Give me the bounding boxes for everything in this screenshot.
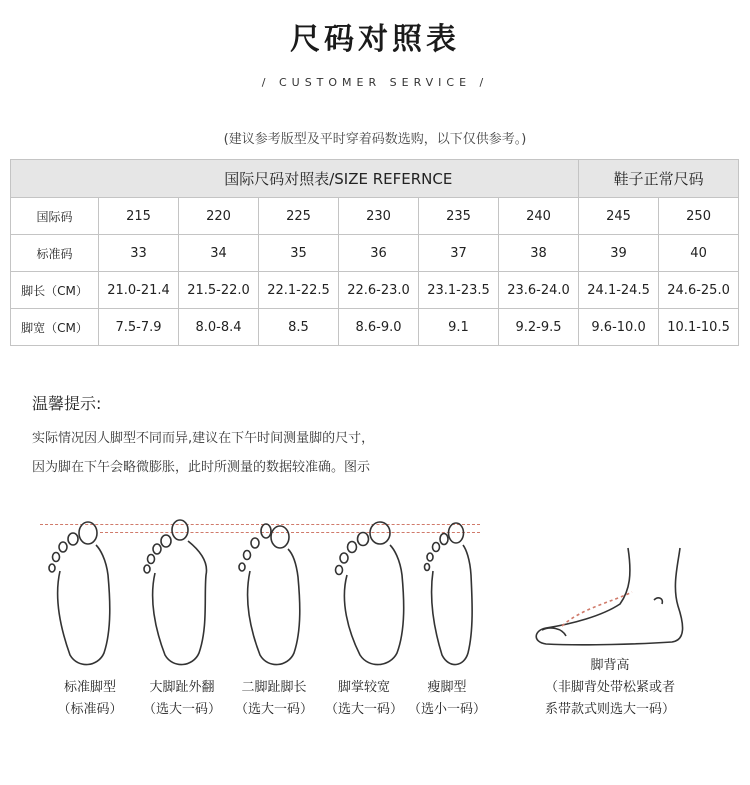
foot-caption — [316, 677, 412, 721]
wide-foot-icon — [334, 517, 416, 667]
table-cell: 22.6-23.0 — [339, 272, 419, 309]
table-cell: 23.1-23.5 — [419, 272, 499, 309]
foot-caption — [134, 677, 230, 721]
table-row — [11, 235, 739, 272]
table-row — [11, 198, 739, 235]
reference-note: (建议参考版型及平时穿着码数选购，以下仅供参考。) — [223, 132, 527, 147]
table-cell: 230 — [339, 198, 419, 235]
foot-advice-label: （选小一码） — [407, 702, 486, 717]
table-cell: 37 — [419, 235, 499, 272]
table-cell: 40 — [659, 235, 739, 272]
table-cell: 35 — [259, 235, 339, 272]
instep-foot-icon — [532, 544, 688, 648]
table-cell: 220 — [179, 198, 259, 235]
table-cell: 9.6-10.0 — [579, 309, 659, 346]
table-cell: 225 — [259, 198, 339, 235]
table-header-row — [11, 160, 739, 198]
row-label: 脚宽（CM） — [11, 309, 99, 346]
table-cell: 235 — [419, 198, 499, 235]
page-subtitle: / CUSTOMER SERVICE / — [261, 76, 489, 89]
table-cell: 22.1-22.5 — [259, 272, 339, 309]
foot-advice-label: （选大一码） — [142, 702, 221, 717]
foot-advice-label: （选大一码） — [234, 702, 313, 717]
table-cell: 36 — [339, 235, 419, 272]
table-row — [11, 272, 739, 309]
table-cell: 9.2-9.5 — [499, 309, 579, 346]
table-heading: 国际尺码对照表/SIZE REFERNCE — [99, 160, 579, 198]
table-cell: 250 — [659, 198, 739, 235]
table-cell: 21.0-21.4 — [99, 272, 179, 309]
table-cell: 245 — [579, 198, 659, 235]
instep-caption — [522, 655, 698, 721]
foot-type-label: 大脚趾外翻 — [149, 680, 215, 695]
tips-text-line: 实际情况因人脚型不同而异,建议在下午时间测量脚的尺寸， — [32, 431, 375, 446]
table-cell: 38 — [499, 235, 579, 272]
row-label: 国际码 — [11, 198, 99, 235]
row-label: 脚长（CM） — [11, 272, 99, 309]
table-row — [11, 309, 739, 346]
foot-type-label: 标准脚型 — [63, 680, 116, 695]
table-cell: 9.1 — [419, 309, 499, 346]
table-cell: 10.1-10.5 — [659, 309, 739, 346]
size-chart-table — [10, 159, 739, 346]
foot-type-label: 瘦脚型 — [427, 680, 467, 695]
foot-caption — [400, 677, 494, 721]
foot-caption — [226, 677, 322, 721]
table-cell: 24.1-24.5 — [579, 272, 659, 309]
table-header-corner — [11, 160, 99, 198]
table-cell: 33 — [99, 235, 179, 272]
table-cell: 21.5-22.0 — [179, 272, 259, 309]
table-cell: 240 — [499, 198, 579, 235]
long-second-toe-foot-icon — [236, 517, 312, 667]
table-cell: 8.6-9.0 — [339, 309, 419, 346]
table-cell: 8.5 — [259, 309, 339, 346]
foot-advice-label: （标准码） — [57, 702, 123, 717]
row-label: 标准码 — [11, 235, 99, 272]
page-title: 尺码对照表 — [290, 22, 460, 57]
foot-advice-label: （选大一码） — [324, 702, 403, 717]
table-cell: 24.6-25.0 — [659, 272, 739, 309]
table-cell: 39 — [579, 235, 659, 272]
standard-foot-icon — [48, 517, 122, 667]
foot-type-label: 脚掌较宽 — [337, 680, 390, 695]
tips-text-line: 因为脚在下午会略微膨胀，此时所测量的数据较准确。图示 — [32, 460, 371, 475]
bunion-foot-icon — [142, 517, 218, 667]
instep-label: 脚背高 — [590, 658, 630, 673]
instep-advice-line: （非脚背处带松紧或者 — [544, 680, 675, 695]
table-side-heading: 鞋子正常尺码 — [579, 160, 739, 198]
slim-foot-icon — [422, 517, 484, 667]
table-cell: 34 — [179, 235, 259, 272]
table-cell: 215 — [99, 198, 179, 235]
table-cell: 23.6-24.0 — [499, 272, 579, 309]
table-cell: 8.0-8.4 — [179, 309, 259, 346]
foot-type-label: 二脚趾脚长 — [241, 680, 307, 695]
foot-caption — [40, 677, 140, 721]
instep-advice-line: 系带款式则选大一码） — [544, 702, 675, 717]
table-cell: 7.5-7.9 — [99, 309, 179, 346]
tips-title: 温馨提示: — [32, 394, 102, 413]
